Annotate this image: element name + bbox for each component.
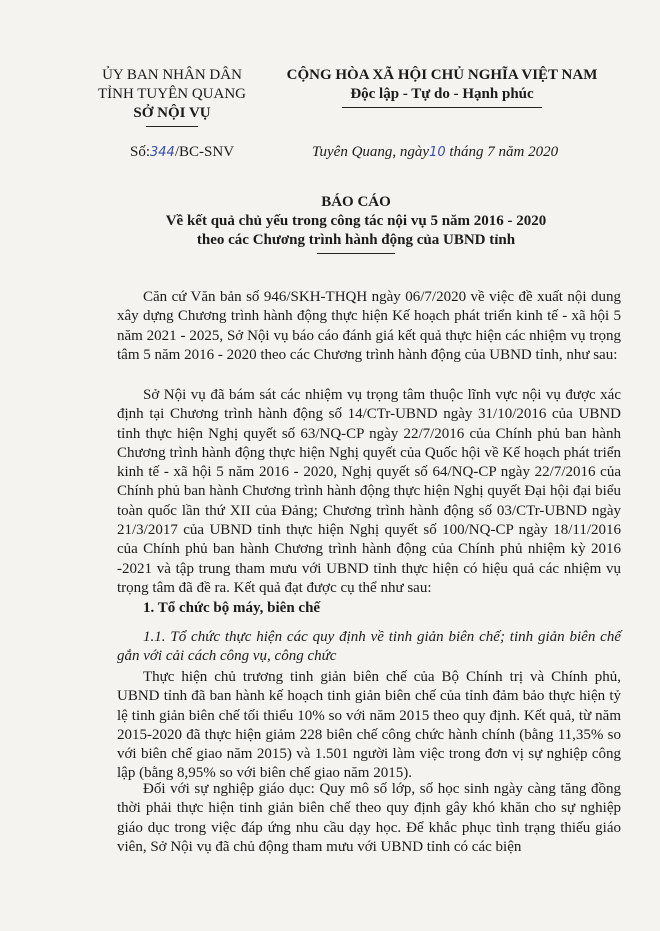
place-prefix: Tuyên Quang, ngày [312,144,430,160]
agency-underline [146,126,198,127]
agency-line-1: ỦY BAN NHÂN DÂN [102,67,242,83]
national-motto-block [272,66,612,108]
paragraph-staff-reduction: Thực hiện chủ trương tinh giản biên chế của Bộ Chính trị và Chính phủ, UBND tỉnh đã ban hành kế hoạch tinh giản biên chế của tỉnh đảm bảo thực hiện tỷ lệ tinh giản biên chế tối thiểu 10% so với năm 2015 theo quy định. Kết quả, từ năm 2015-2020 đã thực hiện giảm 228 biên chế công chức hành chính (bằng 11,35% so với biên chế giao năm 2015) và 1.501 người làm việc trong đơn vị sự nghiệp công lập (bằng 8,95% so với biên chế giao năm 2015). [117,669,621,782]
motto-underline [342,107,542,108]
paragraph-overview: Sở Nội vụ đã bám sát các nhiệm vụ trọng tâm thuộc lĩnh vực nội vụ được xác định tại Chương trình hành động số 14/CTr-UBND ngày 31/10/2016 của UBND tỉnh thực hiện Nghị quyết số 63/NQ-CP ngày 22/7/2016 của Chính phủ ban hành Chương trình hành động thực hiện Nghị quyết của Quốc hội về Kế hoạch phát triển kinh tế - xã hội 5 năm 2016 - 2020, Nghị quyết số 64/NQ-CP ngày 22/7/2016 của Chính phủ ban hành Chương trình hành động thực hiện Nghị quyết Đại hội đại biểu toàn quốc lần thứ XII của Đảng; Chương trình hành động số 03/CTr-UBND ngày 21/3/2017 của UBND tỉnh thực hiện Nghị quyết số 100/NQ-CP ngày 18/11/2016 của Chính phủ ban hành Chương trình hành động của Chính phủ nhiệm kỳ 2016 -2021 và tập trung tham mưu với UBND tỉnh thực hiện có hiệu quả các nhiệm vụ trọng tâm đã đề ra. Kết quả đạt được cụ thể như sau: [117,387,621,596]
doc-number-suffix: /BC-SNV [174,144,235,160]
paragraph-education: Đối với sự nghiệp giáo dục: Quy mô số lớp, số học sinh ngày càng tăng đồng thời phải thực hiện tinh giản biên chế theo quy định gây khó khăn cho sự nghiệp giáo dục trong việc đáp ứng nhu cầu dạy học. Để khắc phục tình trạng thiếu giáo viên, Sở Nội vụ đã chủ động tham mưu với UBND tỉnh có các biện [117,781,621,855]
report-title: BÁO CÁO [321,194,391,210]
title-underline [317,253,395,254]
report-subtitle-1: Về kết quả chủ yếu trong công tác nội vụ 5 năm 2016 - 2020 [165,213,547,229]
place-suffix: tháng 7 năm 2020 [449,144,559,160]
report-title-block [92,193,620,254]
department-name: SỞ NỘI VỤ [133,105,211,121]
document-number [130,144,234,161]
issuing-agency-block [92,66,252,127]
report-subtitle-2: theo các Chương trình hành động của UBND tỉnh [196,232,516,248]
subsection-heading-1-1: 1.1. Tổ chức thực hiện các quy định về tinh giản biên chế; tinh giản biên chế gắn với cải cách công vụ, công chức [117,629,621,665]
day-handwritten: 10 [429,145,446,160]
agency-line-2: TỈNH TUYÊN QUANG [97,86,247,102]
doc-number-prefix: Số: [130,144,151,160]
nation-name: CỘNG HÒA XÃ HỘI CHỦ NGHĨA VIỆT NAM [286,67,598,83]
paragraph-basis: Căn cứ Văn bản số 946/SKH-THQH ngày 06/7/2020 về việc đề xuất nội dung xây dựng Chương trình hành động thực hiện Kế hoạch phát triển kinh tế - xã hội 5 năm 2021 - 2025, Sở Nội vụ báo cáo đánh giá kết quả thực hiện các nhiệm vụ trọng tâm 5 năm 2016 - 2020 theo các Chương trình hành động của UBND tỉnh, như sau: [117,289,621,363]
doc-number-handwritten: 344 [150,145,175,160]
nation-motto: Độc lập - Tự do - Hạnh phúc [350,86,534,102]
place-and-date [312,144,558,161]
section-heading-1: 1. Tổ chức bộ máy, biên chế [143,600,321,616]
